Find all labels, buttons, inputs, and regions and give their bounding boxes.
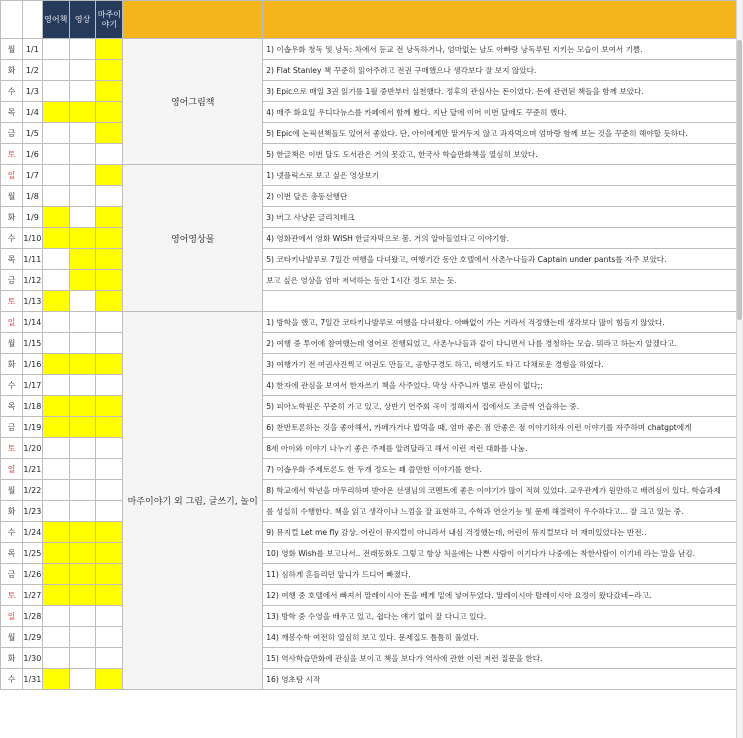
- check-video[interactable]: [69, 249, 96, 270]
- note-cell[interactable]: 3) 버그 사냥꾼 글리치테크: [263, 207, 743, 228]
- check-video[interactable]: [69, 522, 96, 543]
- table-row: [1, 60, 743, 81]
- table-row: [1, 333, 743, 354]
- note-cell[interactable]: 13) 방학 중 수영을 배우고 있고, 쉽다는 얘기 없이 잘 다니고 있다.: [263, 606, 743, 627]
- date-cell[interactable]: 1/19: [22, 417, 42, 438]
- check-video[interactable]: [69, 270, 96, 291]
- check-video[interactable]: [69, 165, 96, 186]
- check-english-book[interactable]: [42, 585, 69, 606]
- day-cell[interactable]: 금: [1, 123, 23, 144]
- day-cell[interactable]: 수: [1, 669, 23, 690]
- check-maju-story[interactable]: [96, 333, 123, 354]
- check-maju-story[interactable]: [96, 669, 123, 690]
- date-cell[interactable]: 1/18: [22, 396, 42, 417]
- note-cell[interactable]: 7) 이솝우화 주제토론도 한 두개 정도는 꽤 쓸만한 이야기를 한다.: [263, 459, 743, 480]
- table-row: [1, 102, 743, 123]
- check-video[interactable]: [69, 333, 96, 354]
- table-row: [1, 627, 743, 648]
- scrollbar-thumb[interactable]: [737, 40, 742, 320]
- table-row: [1, 375, 743, 396]
- check-english-book[interactable]: [42, 375, 69, 396]
- check-maju-story[interactable]: [96, 144, 123, 165]
- day-cell[interactable]: 목: [1, 543, 23, 564]
- check-video[interactable]: [69, 123, 96, 144]
- note-cell[interactable]: 보고 싶은 영상을 엄마 저녁하는 동안 1시간 정도 보는 듯.: [263, 270, 743, 291]
- table-row: [1, 228, 743, 249]
- check-maju-story[interactable]: [96, 354, 123, 375]
- note-cell[interactable]: 2) 이번 달은 총동선행단: [263, 186, 743, 207]
- day-cell[interactable]: 수: [1, 81, 23, 102]
- check-maju-story[interactable]: [96, 396, 123, 417]
- check-english-book[interactable]: [42, 144, 69, 165]
- check-video[interactable]: [69, 396, 96, 417]
- check-english-book[interactable]: [42, 354, 69, 375]
- table-row: [1, 123, 743, 144]
- note-cell[interactable]: 1) 방학을 했고, 7일간 코타키나발루로 여행을 다녀왔다. 아빠없이 가는 거라서 걱정했는데 생각보다 많이 힘들지 않았다.: [263, 312, 743, 333]
- check-video[interactable]: [69, 228, 96, 249]
- check-video[interactable]: [69, 438, 96, 459]
- table-row: [1, 396, 743, 417]
- check-video[interactable]: [69, 669, 96, 690]
- date-cell[interactable]: 1/17: [22, 375, 42, 396]
- check-video[interactable]: [69, 480, 96, 501]
- table-row: [1, 459, 743, 480]
- day-cell[interactable]: 월: [1, 480, 23, 501]
- check-maju-story[interactable]: [96, 39, 123, 60]
- check-maju-story[interactable]: [96, 417, 123, 438]
- check-maju-story[interactable]: [96, 228, 123, 249]
- date-cell[interactable]: 1/15: [22, 333, 42, 354]
- check-english-book[interactable]: [42, 543, 69, 564]
- day-cell[interactable]: 화: [1, 501, 23, 522]
- note-cell[interactable]: 3) Epic으로 매일 3권 읽기를 1월 중반부터 실천했다. 정후의 관심사는 돈이었다. 돈에 관련된 책들을 함께 보았다.: [263, 81, 743, 102]
- check-maju-story[interactable]: [96, 627, 123, 648]
- date-cell[interactable]: 1/3: [22, 81, 42, 102]
- note-cell[interactable]: 3) 여행가기 전 여권사진찍고 여권도 만들고, 공항구경도 하고, 비행기도 타고 다채로운 경험을 하였다.: [263, 354, 743, 375]
- check-english-book[interactable]: [42, 606, 69, 627]
- day-cell[interactable]: 금: [1, 417, 23, 438]
- header-corner-date: [22, 1, 42, 39]
- header-english-book[interactable]: 영어책: [42, 1, 69, 39]
- date-cell[interactable]: 1/27: [22, 585, 42, 606]
- check-video[interactable]: [69, 354, 96, 375]
- check-english-book[interactable]: [42, 669, 69, 690]
- check-english-book[interactable]: [42, 123, 69, 144]
- check-maju-story[interactable]: [96, 585, 123, 606]
- header-maju-story[interactable]: 마주이야기: [96, 1, 123, 39]
- note-cell[interactable]: 8) 학교에서 학년을 마무리하며 받아온 선생님의 코멘트에 좋은 이야기가 많이 적혀 있었다. 교우관계가 원만하고 배려심이 있다. 학습과제: [263, 480, 743, 501]
- check-english-book[interactable]: [42, 438, 69, 459]
- date-cell[interactable]: 1/13: [22, 291, 42, 312]
- table-row: [1, 417, 743, 438]
- category-cell[interactable]: 영어영상물: [123, 165, 263, 312]
- header-category[interactable]: [123, 1, 263, 39]
- note-cell[interactable]: 2) 여행 중 투어에 참여했는데 영어로 진행되었고, 사촌누나들과 같이 다니면서 나름 경청하는 모습. 뭐라고 하는지 알겠다고.: [263, 333, 743, 354]
- check-maju-story[interactable]: [96, 564, 123, 585]
- category-cell[interactable]: 영어그림책: [123, 39, 263, 165]
- check-video[interactable]: [69, 417, 96, 438]
- date-cell[interactable]: 1/6: [22, 144, 42, 165]
- note-cell[interactable]: 5) 피아노학원은 꾸준히 가고 있고, 상반기 연주회 곡이 정해져서 집에서도 조금씩 연습하는 중.: [263, 396, 743, 417]
- date-cell[interactable]: 1/14: [22, 312, 42, 333]
- note-cell[interactable]: 15) 역사학습만화에 관심을 보이고 책을 보다가 역사에 관한 이런 저런 질문을 한다.: [263, 648, 743, 669]
- date-cell[interactable]: 1/16: [22, 354, 42, 375]
- check-english-book[interactable]: [42, 480, 69, 501]
- day-cell[interactable]: 목: [1, 102, 23, 123]
- check-maju-story[interactable]: [96, 123, 123, 144]
- date-cell[interactable]: 1/29: [22, 627, 42, 648]
- table-row: [1, 606, 743, 627]
- header-corner-day: [1, 1, 23, 39]
- check-english-book[interactable]: [42, 270, 69, 291]
- date-cell[interactable]: 1/24: [22, 522, 42, 543]
- check-video[interactable]: [69, 186, 96, 207]
- table-row: [1, 165, 743, 186]
- check-english-book[interactable]: [42, 228, 69, 249]
- check-video[interactable]: [69, 312, 96, 333]
- check-maju-story[interactable]: [96, 207, 123, 228]
- table-row: [1, 354, 743, 375]
- check-maju-story[interactable]: [96, 606, 123, 627]
- note-cell[interactable]: 5) 코타키나발루로 7일간 여행을 다녀왔고, 여행기간 동안 호텔에서 사촌누나들과 Captain under pants를 자주 보았다.: [263, 249, 743, 270]
- header-row: [1, 1, 743, 39]
- note-cell[interactable]: 5) Epic에 논픽션책들도 있어서 좋았다. 단, 아이에게만 맡겨두지 않고 과자먹으며 엄마랑 함께 보는 것을 꾸준히 해야할 듯하다.: [263, 123, 743, 144]
- check-video[interactable]: [69, 648, 96, 669]
- day-cell[interactable]: 월: [1, 186, 23, 207]
- check-video[interactable]: [69, 543, 96, 564]
- table-row: [1, 438, 743, 459]
- table-row: [1, 186, 743, 207]
- check-maju-story[interactable]: [96, 438, 123, 459]
- check-video[interactable]: [69, 102, 96, 123]
- note-cell[interactable]: 4) 매주 화요일 우디다뉴스를 카페에서 함께 봤다. 지난 달에 이어 이번 달에도 꾸준히 했다.: [263, 102, 743, 123]
- check-english-book[interactable]: [42, 333, 69, 354]
- table-row: [1, 249, 743, 270]
- check-maju-story[interactable]: [96, 102, 123, 123]
- note-cell[interactable]: 9) 뮤지컬 Let me fly 감상. 어린이 뮤지컬이 아니라서 내심 걱정했는데, 어린이 뮤지컬보다 더 재미있었다는 반전..: [263, 522, 743, 543]
- table-row: [1, 291, 743, 312]
- check-maju-story[interactable]: [96, 648, 123, 669]
- day-cell[interactable]: 일: [1, 459, 23, 480]
- date-cell[interactable]: 1/20: [22, 438, 42, 459]
- note-cell[interactable]: 8세 아이와 이야기 나누기 좋은 주제를 알려달라고 해서 이런 저런 대화를 나눔.: [263, 438, 743, 459]
- check-video[interactable]: [69, 627, 96, 648]
- table-row: [1, 81, 743, 102]
- check-english-book[interactable]: [42, 60, 69, 81]
- day-cell[interactable]: 목: [1, 249, 23, 270]
- table-row: [1, 480, 743, 501]
- check-english-book[interactable]: [42, 501, 69, 522]
- check-english-book[interactable]: [42, 417, 69, 438]
- table-row: [1, 312, 743, 333]
- table-row: [1, 39, 743, 60]
- check-maju-story[interactable]: [96, 60, 123, 81]
- table-row: [1, 501, 743, 522]
- check-english-book[interactable]: [42, 627, 69, 648]
- check-english-book[interactable]: [42, 648, 69, 669]
- day-cell[interactable]: 수: [1, 522, 23, 543]
- table-row: [1, 144, 743, 165]
- date-cell[interactable]: 1/30: [22, 648, 42, 669]
- day-cell[interactable]: 금: [1, 270, 23, 291]
- date-cell[interactable]: 1/25: [22, 543, 42, 564]
- check-video[interactable]: [69, 375, 96, 396]
- check-maju-story[interactable]: [96, 312, 123, 333]
- check-video[interactable]: [69, 291, 96, 312]
- check-video[interactable]: [69, 207, 96, 228]
- table-row: [1, 543, 743, 564]
- day-cell[interactable]: 토: [1, 291, 23, 312]
- check-maju-story[interactable]: [96, 186, 123, 207]
- table-row: [1, 564, 743, 585]
- table-row: [1, 270, 743, 291]
- header-video[interactable]: 영상: [69, 1, 96, 39]
- check-english-book[interactable]: [42, 39, 69, 60]
- check-maju-story[interactable]: [96, 81, 123, 102]
- date-cell[interactable]: 1/23: [22, 501, 42, 522]
- check-maju-story[interactable]: [96, 459, 123, 480]
- check-maju-story[interactable]: [96, 501, 123, 522]
- note-cell[interactable]: 14) 깨봉수학 여전히 열심히 보고 있다. 문제집도 틈틈히 풀었다.: [263, 627, 743, 648]
- note-cell[interactable]: 16) 영초탐 시작: [263, 669, 743, 690]
- check-maju-story[interactable]: [96, 543, 123, 564]
- check-english-book[interactable]: [42, 207, 69, 228]
- day-cell[interactable]: 금: [1, 564, 23, 585]
- day-cell[interactable]: 일: [1, 165, 23, 186]
- check-english-book[interactable]: [42, 102, 69, 123]
- day-cell[interactable]: 토: [1, 144, 23, 165]
- check-english-book[interactable]: [42, 396, 69, 417]
- check-english-book[interactable]: [42, 522, 69, 543]
- check-english-book[interactable]: [42, 291, 69, 312]
- note-cell[interactable]: 5) 한글책은 이번 달도 도서관은 거의 못갔고, 한국사 학습만화책을 열심히 보았다.: [263, 144, 743, 165]
- check-video[interactable]: [69, 60, 96, 81]
- check-video[interactable]: [69, 564, 96, 585]
- day-cell[interactable]: 화: [1, 207, 23, 228]
- check-maju-story[interactable]: [96, 480, 123, 501]
- check-maju-story[interactable]: [96, 165, 123, 186]
- table-row: [1, 669, 743, 690]
- note-cell[interactable]: 2) Flat Stanley 책 꾸준히 읽어주려고 전권 구매했으나 생각보다 잘 보지 않았다.: [263, 60, 743, 81]
- check-video[interactable]: [69, 459, 96, 480]
- day-cell[interactable]: 수: [1, 228, 23, 249]
- check-maju-story[interactable]: [96, 270, 123, 291]
- date-cell[interactable]: 1/11: [22, 249, 42, 270]
- check-maju-story[interactable]: [96, 375, 123, 396]
- day-cell[interactable]: 일: [1, 312, 23, 333]
- category-cell[interactable]: 마주이야기 외 그림, 글쓰기, 놀이: [123, 312, 263, 690]
- check-video[interactable]: [69, 585, 96, 606]
- note-cell[interactable]: 1) 넷플릭스로 보고 싶은 영상보기: [263, 165, 743, 186]
- table-row: [1, 648, 743, 669]
- date-cell[interactable]: 1/21: [22, 459, 42, 480]
- date-cell[interactable]: 1/2: [22, 60, 42, 81]
- check-maju-story[interactable]: [96, 291, 123, 312]
- day-cell[interactable]: 수: [1, 375, 23, 396]
- day-cell[interactable]: 토: [1, 438, 23, 459]
- day-cell[interactable]: 토: [1, 585, 23, 606]
- table-row: [1, 585, 743, 606]
- note-cell[interactable]: 4) 한자에 관심을 보여서 한자쓰기 책을 사주었다. 막상 사주니까 별로 관심이 없다;;: [263, 375, 743, 396]
- date-cell[interactable]: 1/8: [22, 186, 42, 207]
- check-english-book[interactable]: [42, 165, 69, 186]
- day-cell[interactable]: 목: [1, 396, 23, 417]
- date-cell[interactable]: 1/9: [22, 207, 42, 228]
- check-video[interactable]: [69, 81, 96, 102]
- check-english-book[interactable]: [42, 81, 69, 102]
- table-row: [1, 522, 743, 543]
- note-cell[interactable]: [263, 291, 743, 312]
- note-cell[interactable]: 10) 영화 Wish를 보고나서.. 전래동화도 그렇고 항상 처음에는 나쁜 사람이 이기다가 나중에는 착한사람이 이기네 라는 말을 남김.: [263, 543, 743, 564]
- day-cell[interactable]: 월: [1, 333, 23, 354]
- day-cell[interactable]: 화: [1, 648, 23, 669]
- date-cell[interactable]: 1/22: [22, 480, 42, 501]
- check-english-book[interactable]: [42, 459, 69, 480]
- note-cell[interactable]: 12) 여행 중 호텔에서 빠져서 말레이시아 돈을 베게 밑에 넣어두었다. 말레이시아 탈레이시아 요정이 왔다갔네~라고.: [263, 585, 743, 606]
- table-row: [1, 207, 743, 228]
- check-english-book[interactable]: [42, 186, 69, 207]
- check-english-book[interactable]: [42, 564, 69, 585]
- note-cell[interactable]: 11) 심하게 흔들리던 앞니가 드디어 빠졌다.: [263, 564, 743, 585]
- check-english-book[interactable]: [42, 249, 69, 270]
- check-video[interactable]: [69, 39, 96, 60]
- note-cell[interactable]: 6) 찬반토론하는 것을 좋아해서, 카페가거나 밥먹을 때, 엄마 좋은 점 안좋은 점 이야기하자 이런 이야기를 자주하며 chatgpt에게: [263, 417, 743, 438]
- check-video[interactable]: [69, 144, 96, 165]
- day-cell[interactable]: 화: [1, 354, 23, 375]
- date-cell[interactable]: 1/10: [22, 228, 42, 249]
- date-cell[interactable]: 1/5: [22, 123, 42, 144]
- date-cell[interactable]: 1/12: [22, 270, 42, 291]
- date-cell[interactable]: 1/7: [22, 165, 42, 186]
- check-maju-story[interactable]: [96, 522, 123, 543]
- date-cell[interactable]: 1/31: [22, 669, 42, 690]
- date-cell[interactable]: 1/26: [22, 564, 42, 585]
- day-cell[interactable]: 월: [1, 39, 23, 60]
- check-english-book[interactable]: [42, 312, 69, 333]
- day-cell[interactable]: 월: [1, 627, 23, 648]
- note-cell[interactable]: 1) 이솝우화 청독 및 낭독: 차에서 등교 전 낭독하거나, 엄마없는 날도 아빠랑 낭독루틴 지키는 모습이 보여서 기쁨.: [263, 39, 743, 60]
- day-cell[interactable]: 일: [1, 606, 23, 627]
- day-cell[interactable]: 화: [1, 60, 23, 81]
- check-video[interactable]: [69, 606, 96, 627]
- date-cell[interactable]: 1/1: [22, 39, 42, 60]
- check-video[interactable]: [69, 501, 96, 522]
- note-cell[interactable]: 4) 영화관에서 영화 WISH 한글자막으로 봄. 거의 알아들었다고 이야기함.: [263, 228, 743, 249]
- check-maju-story[interactable]: [96, 249, 123, 270]
- date-cell[interactable]: 1/28: [22, 606, 42, 627]
- header-notes[interactable]: [263, 1, 743, 39]
- note-cell[interactable]: 를 성실히 수행한다. 책을 읽고 생각이나 느낌을 잘 표현하고, 수학과 연산기능 및 문제 해결력이 우수하다고... 잘 크고 있는 중.: [263, 501, 743, 522]
- date-cell[interactable]: 1/4: [22, 102, 42, 123]
